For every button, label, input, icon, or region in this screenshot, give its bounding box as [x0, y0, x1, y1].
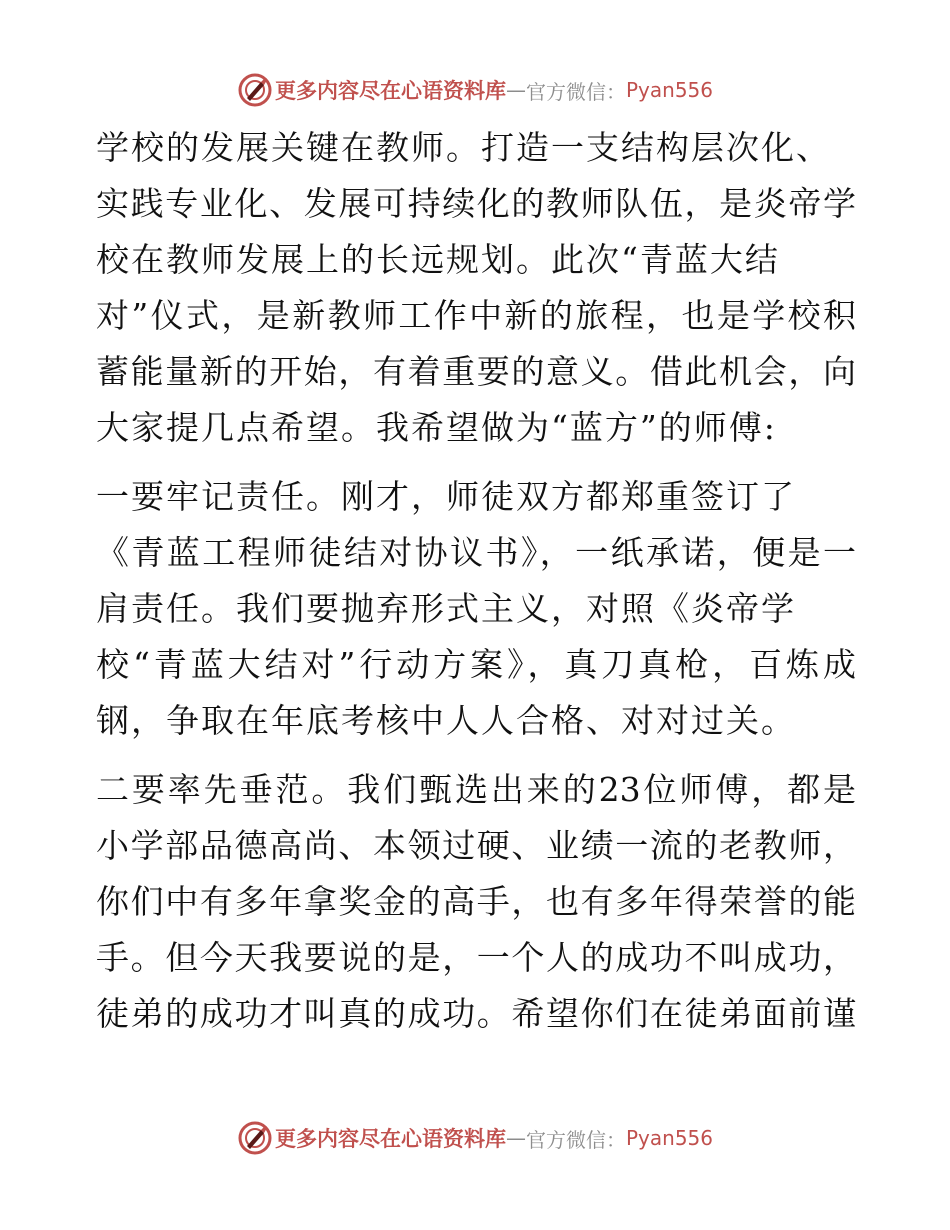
text-line: 你们中有多年拿奖金的高手，也有多年得荣誉的能 [96, 882, 856, 921]
text-line: 实践专业化、发展可持续化的教师队伍，是炎帝学 [96, 184, 856, 223]
watermark-separator: — [505, 78, 526, 102]
text-line: 蓄能量新的开始，有着重要的意义。借此机会，向 [96, 352, 856, 391]
text-line: 学校的发展关键在教师。打造一支结构层次化、 [96, 128, 831, 167]
text-line: 钢，争取在年底考核中人人合格、对对过关。 [96, 701, 796, 740]
brand-logo-icon [237, 72, 273, 108]
text-line: 小学部品德高尚、本领过硬、业绩一流的老教师， [96, 826, 856, 865]
text-line: 一要牢记责任。刚才，师徒双方都郑重签订了 [96, 477, 796, 516]
text-line: 对”仪式，是新教师工作中新的旅程，也是学校积 [96, 296, 856, 335]
wechat-id: Pyan556 [625, 1126, 713, 1150]
text-line: 校在教师发展上的长远规划。此次“青蓝大结 [96, 240, 780, 279]
paragraph-3 [96, 762, 856, 1042]
text-line: 二要率先垂范。我们甄选出来的23位师傅，都是 [96, 770, 856, 809]
brand-logo-icon [237, 1120, 273, 1156]
text-line: 手。但今天我要说的是，一个人的成功不叫成功， [96, 938, 856, 977]
paragraph-2 [96, 469, 856, 749]
wechat-label: 官方微信： [525, 79, 626, 104]
watermark-separator: — [505, 1126, 526, 1150]
text-line: 肩责任。我们要抛弃形式主义，对照《炎帝学 [96, 589, 796, 628]
watermark-text: 更多内容尽在心语资料库 [274, 78, 506, 103]
text-line: 《青蓝工程师徒结对协议书》，一纸承诺，便是一 [96, 533, 856, 572]
text-line: 校“青蓝大结对”行动方案》，真刀真枪，百炼成 [96, 645, 856, 684]
header-watermark [0, 70, 950, 110]
document-body [96, 120, 856, 1055]
wechat-id: Pyan556 [625, 78, 713, 102]
watermark-text: 更多内容尽在心语资料库 [274, 1126, 506, 1151]
text-line: 大家提几点希望。我希望做为“蓝方”的师傅: [96, 408, 777, 447]
paragraph-1 [96, 120, 856, 456]
wechat-label: 官方微信： [525, 1127, 626, 1152]
text-line: 徒弟的成功才叫真的成功。希望你们在徒弟面前谨 [96, 994, 856, 1033]
footer-watermark [0, 1118, 950, 1158]
